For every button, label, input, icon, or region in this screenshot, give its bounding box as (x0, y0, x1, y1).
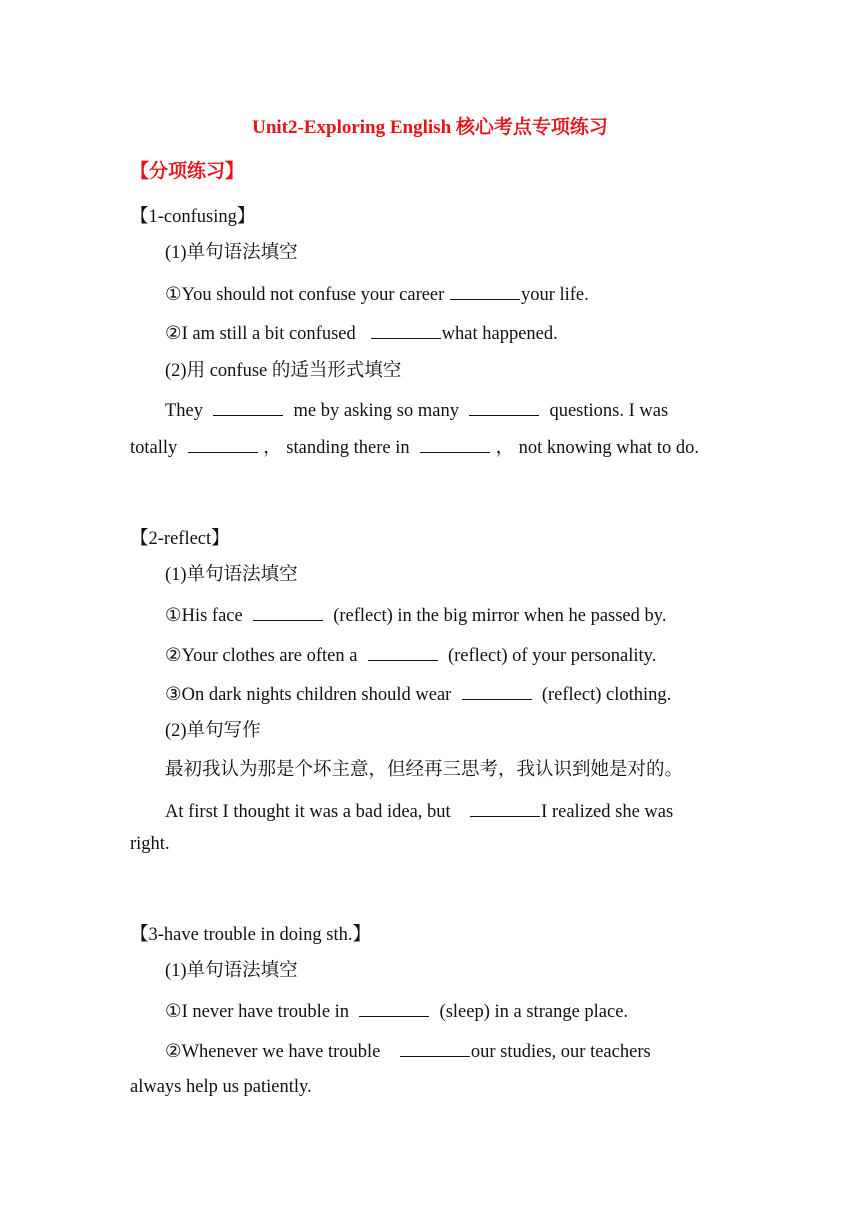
page-title: Unit2-Exploring English 核心考点专项练习 (252, 117, 608, 138)
section-2-q2 (165, 642, 656, 668)
passage-text: me by asking so many (293, 401, 459, 421)
section-3-heading: 【3-have trouble in doing sth.】 (130, 925, 371, 945)
answer-blank (400, 1038, 470, 1057)
section-1-q1 (165, 281, 589, 307)
q1-before: ①His face (165, 606, 243, 626)
section-2-chinese-prompt: 最初我认为那是个坏主意，但经再三思考，我认识到她是对的。 (165, 760, 684, 780)
practice-heading: 【分项练习】 (130, 161, 245, 182)
q1-before: ①You should not confuse your career (165, 285, 445, 305)
q2-after: our studies, our teachers (470, 1042, 651, 1062)
section-1-passage-line1 (165, 397, 668, 423)
q2-after: (reflect) of your personality. (447, 646, 657, 666)
passage-text: ， standing there in (263, 438, 410, 458)
section-2-english-line1 (165, 798, 673, 824)
section-1-q2 (165, 320, 558, 346)
passage-text: questions. I was (549, 401, 669, 421)
answer-blank (420, 434, 490, 453)
q3-before: ③On dark nights children should wear (165, 685, 452, 705)
q2-after: what happened. (441, 324, 558, 344)
section-2-q3 (165, 681, 671, 707)
answer-blank (462, 681, 532, 700)
answer-blank (450, 281, 520, 300)
answer-blank (470, 798, 540, 817)
answer-blank (371, 320, 441, 339)
answer-blank (359, 998, 429, 1017)
answer-blank (253, 602, 323, 621)
q2-before: ②Your clothes are often a (165, 646, 358, 666)
answer-blank (469, 397, 539, 416)
english-text: I realized she was (541, 802, 674, 822)
q1-after: (sleep) in a strange place. (439, 1002, 629, 1022)
q1-after: (reflect) in the big mirror when he passed by. (333, 606, 667, 626)
q2-before: ②Whenever we have trouble (165, 1042, 381, 1062)
passage-text: ， not knowing what to do. (495, 438, 699, 458)
section-1-part2: (2)用 confuse 的适当形式填空 (165, 361, 402, 381)
section-2-part1: (1)单句语法填空 (165, 565, 298, 585)
section-3-part1: (1)单句语法填空 (165, 961, 298, 981)
section-3-q1 (165, 998, 628, 1024)
section-3-q2 (165, 1038, 651, 1064)
section-2-q1 (165, 602, 666, 628)
q2-before: ②I am still a bit confused (165, 324, 356, 344)
passage-text: totally (130, 438, 178, 458)
english-text: At first I thought it was a bad idea, but (165, 802, 451, 822)
answer-blank (368, 642, 438, 661)
answer-blank (188, 434, 258, 453)
q1-after: your life. (520, 285, 589, 305)
section-3-q2-cont: always help us patiently. (130, 1077, 312, 1097)
section-1-heading: 【1-confusing】 (130, 207, 256, 227)
q1-before: ①I never have trouble in (165, 1002, 350, 1022)
passage-text: They (165, 401, 204, 421)
section-2-english-line2: right. (130, 834, 170, 854)
section-1-part1: (1)单句语法填空 (165, 243, 298, 263)
section-2-heading: 【2-reflect】 (130, 529, 230, 549)
q3-after: (reflect) clothing. (541, 685, 672, 705)
answer-blank (213, 397, 283, 416)
section-2-part2: (2)单句写作 (165, 721, 261, 741)
section-1-passage-line2 (130, 434, 699, 460)
